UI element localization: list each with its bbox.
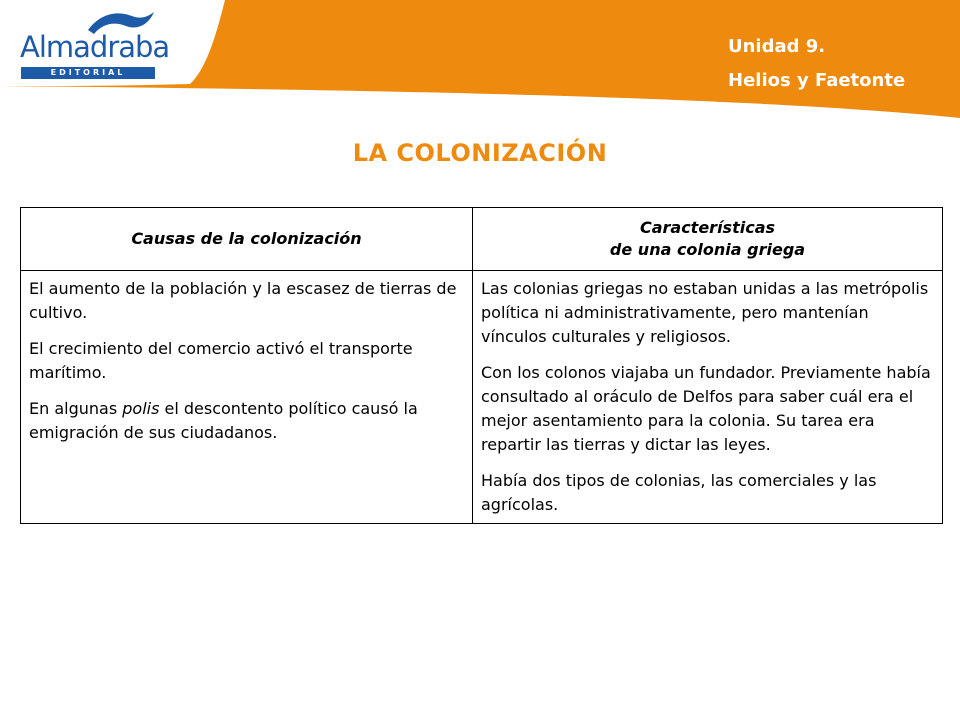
characteristics-header-line2: de una colonia griega: [609, 240, 806, 259]
cause-paragraph: El aumento de la población y la escasez de tierras de cultivo.: [29, 279, 457, 322]
causes-cell: [21, 271, 473, 524]
colonization-table: [20, 207, 943, 524]
characteristics-header-line1: Características: [639, 218, 776, 237]
table-row: [21, 271, 943, 524]
characteristic-paragraph: Las colonias griegas no estaban unidas a las metrópolis política ni administrativamente, pero mantenían vínculos culturales y religiosos.: [481, 279, 929, 346]
polis-term: polis: [122, 399, 160, 418]
cause-paragraph: En algunas polis el descontento político causó la emigración de sus ciudadanos.: [29, 399, 418, 442]
characteristic-paragraph: Con los colonos viajaba un fundador. Previamente había consultado al oráculo de Delfos para saber cuál era el mejor asentamiento para la colonia. Su tarea era repartir las tierras y dictar las leyes.: [481, 363, 931, 454]
causes-header: Causas de la colonización: [21, 208, 473, 271]
characteristic-paragraph: Había dos tipos de colonias, las comerciales y las agrícolas.: [481, 471, 877, 514]
unit-number: Unidad 9.: [728, 36, 826, 57]
logo-wordmark: Almadraba: [20, 30, 170, 64]
cause-paragraph: El crecimiento del comercio activó el transporte marítimo.: [29, 339, 413, 382]
table-header-row: [21, 208, 943, 271]
logo-tagline: EDITORIAL: [21, 67, 155, 79]
page-title: LA COLONIZACIÓN: [352, 139, 608, 167]
unit-info: [728, 30, 905, 98]
almadraba-logo: [20, 8, 170, 78]
unit-name: Helios y Faetonte: [728, 70, 906, 91]
characteristics-cell: [473, 271, 943, 524]
characteristics-header: [473, 208, 943, 271]
